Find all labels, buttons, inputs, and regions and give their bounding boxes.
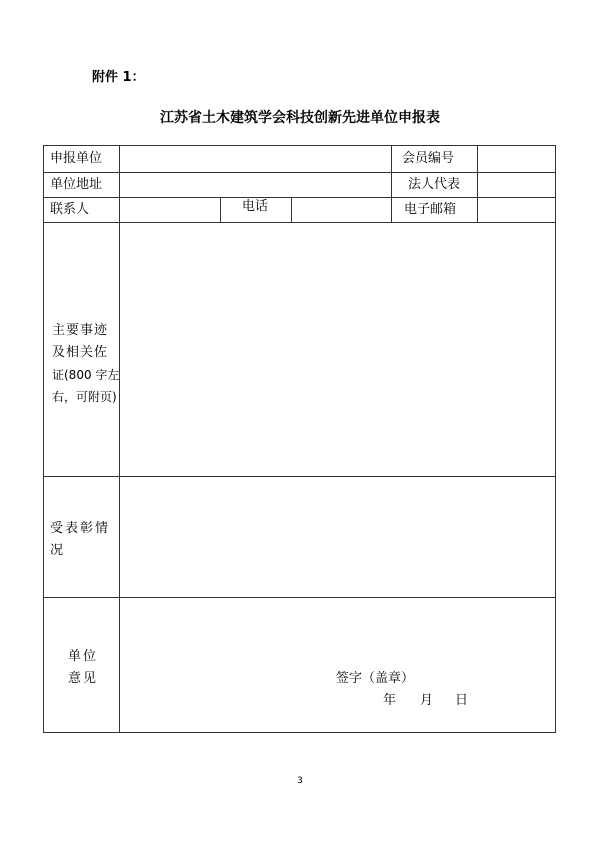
column-divider [477, 146, 478, 222]
column-divider [291, 197, 292, 222]
main-deeds-label: 主要事迹 及相关佐 证(800 字左 右，可附页) [52, 323, 120, 404]
unit-opinion-label: 单位 意见 [68, 649, 99, 686]
column-divider [220, 197, 221, 222]
contact-person-label: 联系人 [50, 202, 90, 217]
date-day-label: 日 [455, 693, 469, 708]
row-divider [44, 222, 555, 223]
application-form-table [43, 145, 556, 733]
legal-representative-label: 法人代表 [408, 177, 461, 192]
date-month-label: 月 [420, 693, 434, 708]
address-label: 单位地址 [50, 177, 103, 192]
member-number-label: 会员编号 [402, 151, 455, 166]
phone-label: 电话 [242, 199, 269, 214]
awards-label: 受表彰情 况 [50, 521, 111, 558]
date-year-label: 年 [383, 693, 397, 708]
label-column-divider [119, 146, 120, 732]
email-label: 电子邮箱 [404, 202, 457, 217]
row-divider [44, 197, 555, 198]
unit-label: 申报单位 [50, 151, 103, 166]
row-divider [44, 476, 555, 477]
attachment-label: 附件 1： [92, 70, 145, 85]
row-divider [44, 597, 555, 598]
row-divider [44, 172, 555, 173]
signature-stamp-label: 签字（盖章） [336, 671, 415, 686]
page-number: 3 [297, 776, 303, 786]
column-divider [391, 146, 392, 222]
page-title: 江苏省土木建筑学会科技创新先进单位申报表 [160, 110, 440, 126]
